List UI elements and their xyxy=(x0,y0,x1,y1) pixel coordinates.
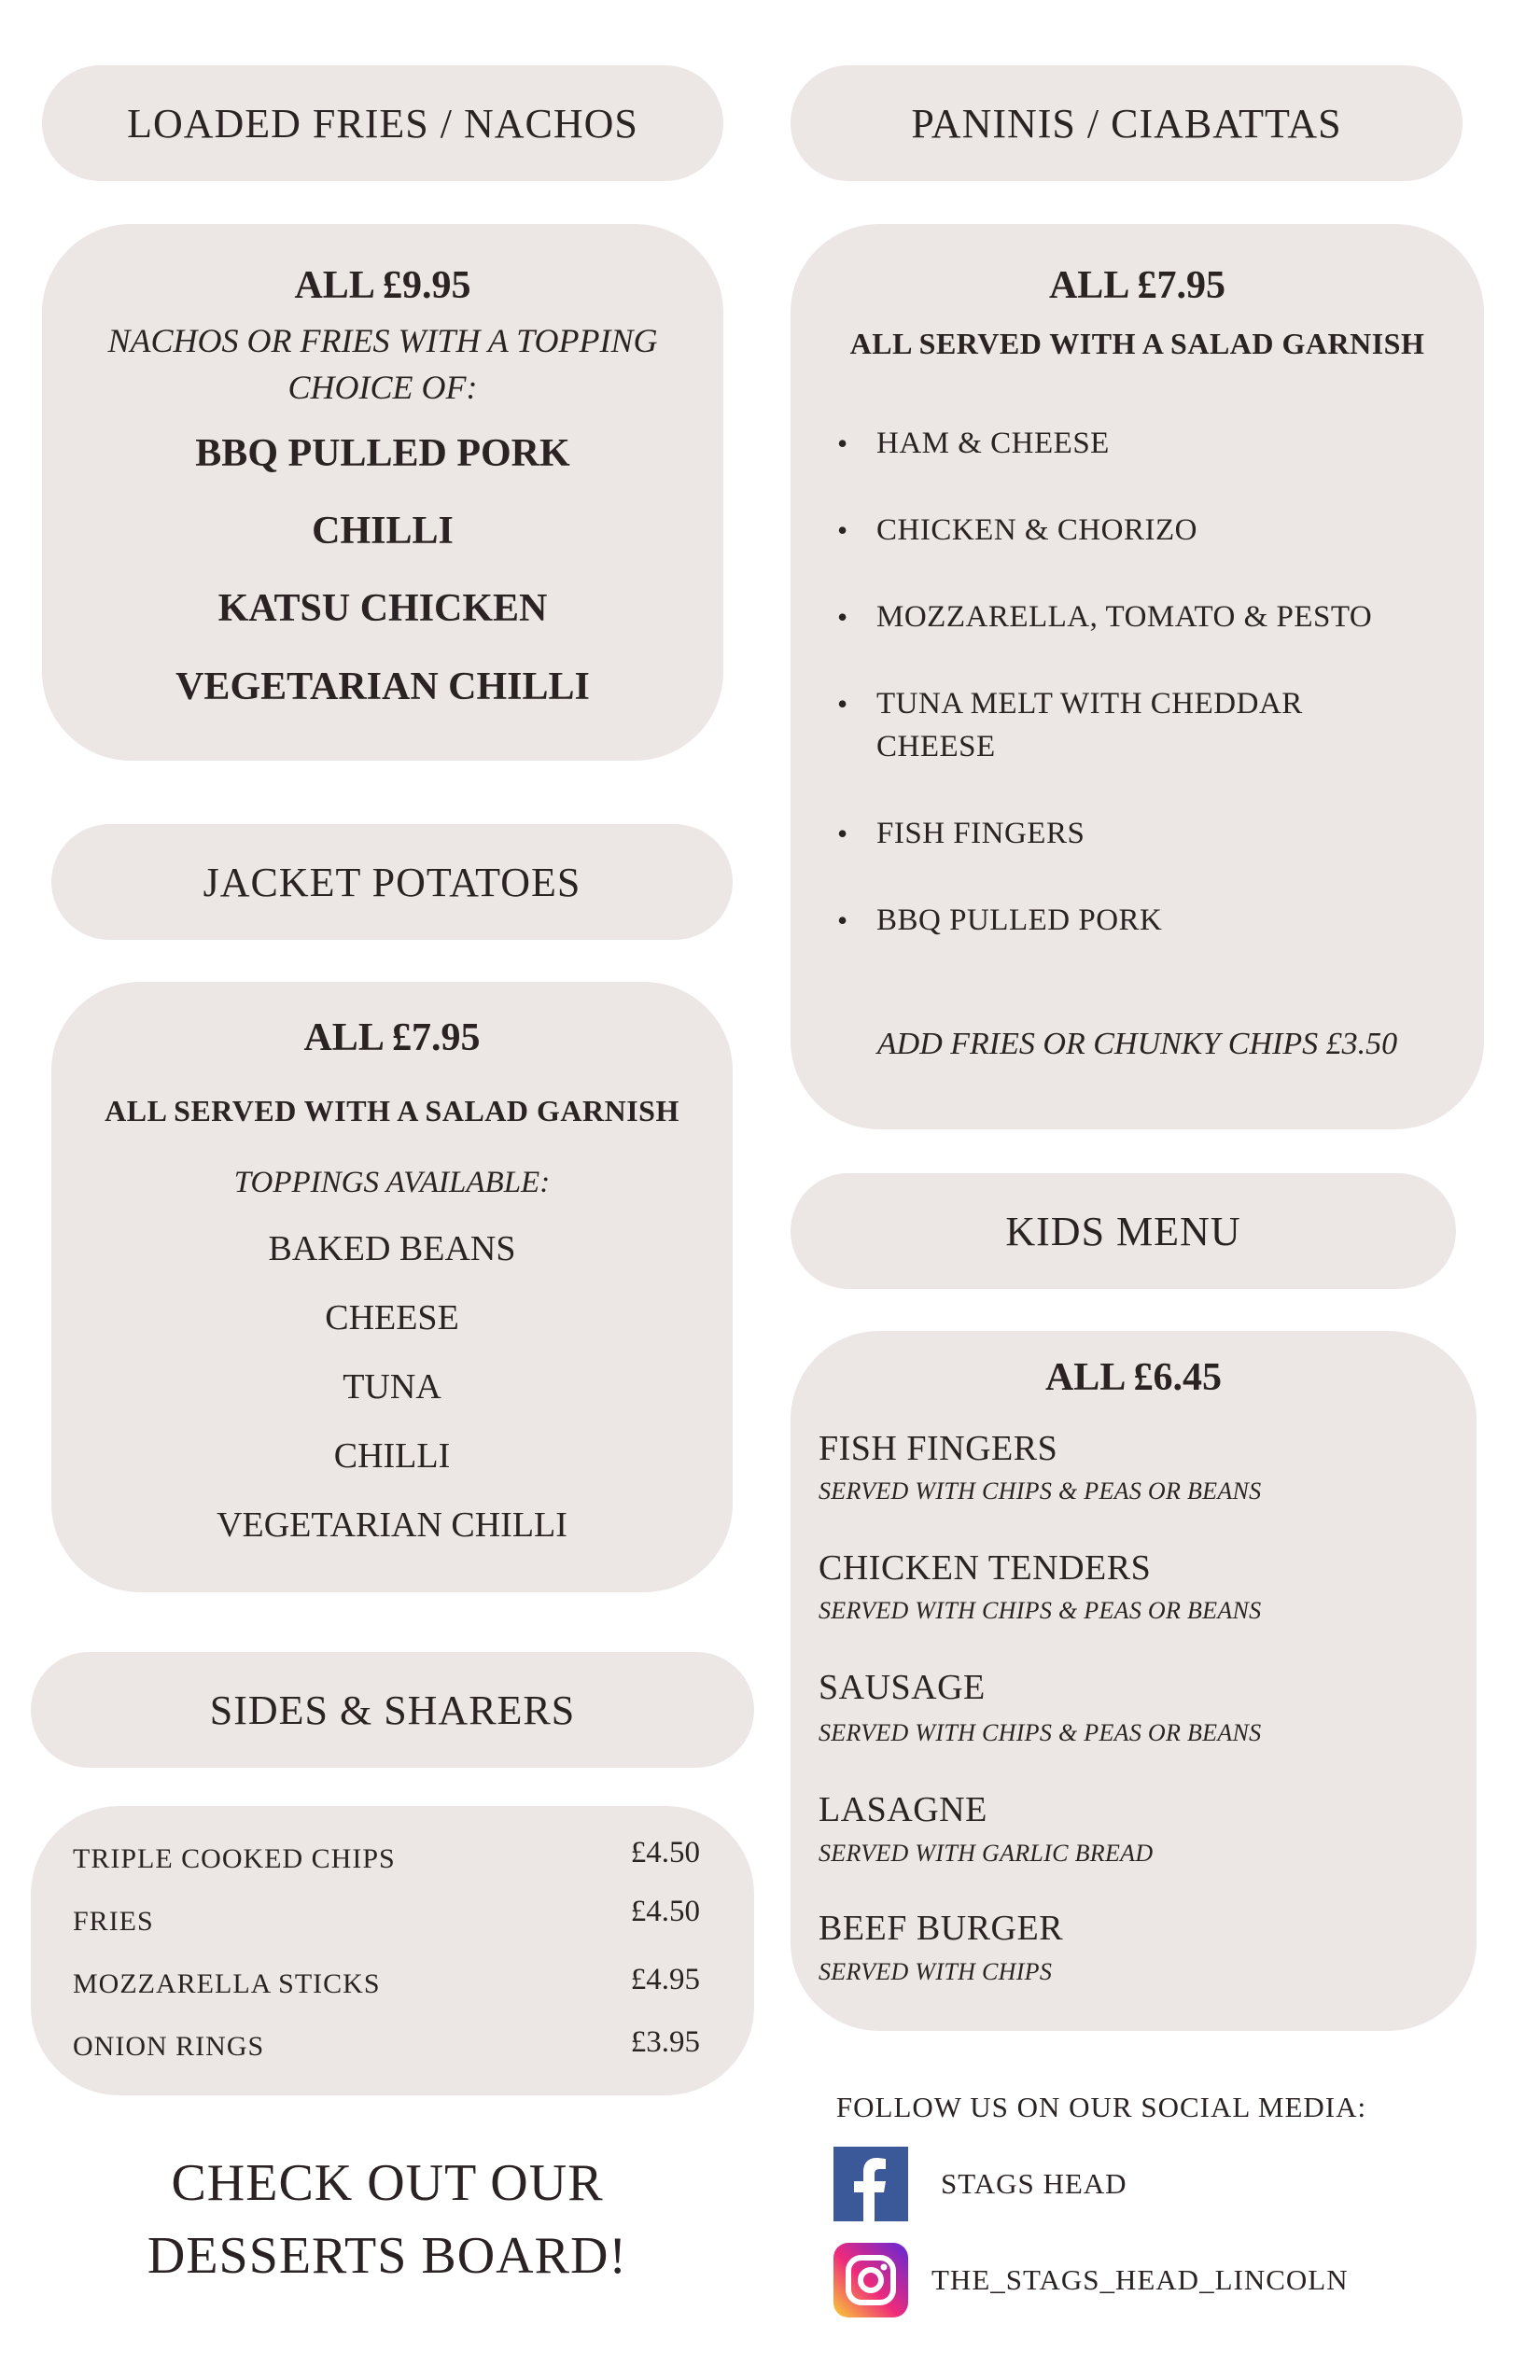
paninis-price: ALL £7.95 xyxy=(1048,264,1226,307)
side-item-price: £4.50 xyxy=(630,1836,700,1869)
jacket-potatoes-card xyxy=(51,982,733,1592)
paninis-list-item: • TUNA MELT WITH CHEDDAR CHEESE xyxy=(837,682,1447,768)
paninis-garnish: ALL SERVED WITH A SALAD GARNISH xyxy=(849,327,1425,360)
paninis-list-item: • BBQ PULLED PORK xyxy=(837,899,1447,942)
jacket-potatoes-heading: JACKET POTATOES xyxy=(203,859,581,905)
paninis-heading-pill xyxy=(791,65,1463,181)
social-heading: FOLLOW US ON OUR SOCIAL MEDIA: xyxy=(835,2091,1367,2123)
side-item-price: £4.95 xyxy=(630,1963,700,1996)
side-item-price: £3.95 xyxy=(630,2025,700,2059)
topping-item: BAKED BEANS xyxy=(268,1229,516,1268)
instagram-row[interactable] xyxy=(833,2243,1349,2317)
paninis-list-item: • FISH FINGERS xyxy=(837,812,1447,855)
kids-item-desc: SERVED WITH GARLIC BREAD xyxy=(819,1840,1154,1867)
toppings-label: TOPPINGS AVAILABLE: xyxy=(233,1166,551,1199)
topping-item: TUNA xyxy=(343,1367,441,1407)
loaded-fries-price: ALL £9.95 xyxy=(294,264,471,307)
paninis-list xyxy=(837,422,1447,942)
side-item-name: FRIES xyxy=(73,1906,154,1937)
kids-item-desc: SERVED WITH CHIPS & PEAS OR BEANS xyxy=(819,1477,1262,1505)
kids-item-name: SAUSAGE xyxy=(819,1668,986,1707)
paninis-list-item: • CHICKEN & CHORIZO xyxy=(837,509,1447,552)
kids-menu-heading: KIDS MENU xyxy=(1005,1208,1241,1254)
topping-item: VEGETARIAN CHILLI xyxy=(217,1505,567,1545)
topping-item: CHEESE xyxy=(325,1298,459,1337)
loaded-fries-heading-pill xyxy=(42,65,723,181)
paninis-list-item: • MOZZARELLA, TOMATO & PESTO xyxy=(837,595,1447,638)
jacket-potatoes-heading-pill xyxy=(51,824,733,940)
desserts-callout xyxy=(89,2147,686,2292)
kids-item-desc: SERVED WITH CHIPS & PEAS OR BEANS xyxy=(819,1719,1262,1746)
instagram-icon[interactable] xyxy=(833,2243,908,2317)
side-item-name: TRIPLE COOKED CHIPS xyxy=(73,1843,396,1874)
loaded-fries-item: VEGETARIAN CHILLI xyxy=(175,665,590,708)
paninis-list-item: • HAM & CHEESE xyxy=(837,422,1447,465)
kids-menu-price: ALL £6.45 xyxy=(1044,1356,1223,1399)
loaded-fries-card xyxy=(42,224,723,761)
facebook-icon[interactable] xyxy=(833,2147,908,2221)
jacket-potatoes-price: ALL £7.95 xyxy=(303,1016,481,1059)
kids-item-name: FISH FINGERS xyxy=(819,1429,1058,1468)
paninis-card xyxy=(791,224,1484,1129)
loaded-fries-description: NACHOS OR FRIES WITH A TOPPING CHOICE OF: xyxy=(107,322,658,406)
side-item-name: MOZZARELLA STICKS xyxy=(73,1968,381,1999)
jacket-potatoes-garnish: ALL SERVED WITH A SALAD GARNISH xyxy=(105,1094,679,1127)
loaded-fries-heading: LOADED FRIES / NACHOS xyxy=(127,100,638,147)
kids-item-name: CHICKEN TENDERS xyxy=(819,1548,1152,1588)
sides-heading-pill xyxy=(31,1652,754,1768)
paninis-heading: PANINIS / CIABATTAS xyxy=(911,100,1342,147)
sides-card xyxy=(31,1806,754,2095)
kids-item-name: BEEF BURGER xyxy=(819,1909,1064,1948)
loaded-fries-item: KATSU CHICKEN xyxy=(217,587,548,630)
kids-item-name: LASAGNE xyxy=(819,1790,987,1829)
loaded-fries-item: BBQ PULLED PORK xyxy=(195,432,570,475)
topping-item: CHILLI xyxy=(333,1436,451,1476)
kids-item-desc: SERVED WITH CHIPS xyxy=(819,1958,1053,1985)
facebook-row[interactable] xyxy=(833,2147,1127,2221)
sides-heading: SIDES & SHARERS xyxy=(209,1687,576,1733)
desserts-line-1: CHECK OUT OUR xyxy=(171,2154,604,2212)
kids-menu-card xyxy=(791,1331,1477,2031)
paninis-addon: ADD FRIES OR CHUNKY CHIPS £3.50 xyxy=(876,1027,1398,1061)
desserts-line-2: DESSERTS BOARD! xyxy=(147,2227,628,2285)
facebook-label[interactable]: STAGS HEAD xyxy=(941,2167,1127,2200)
loaded-fries-item: CHILLI xyxy=(312,510,454,553)
side-item-name: ONION RINGS xyxy=(73,2031,265,2062)
kids-item-desc: SERVED WITH CHIPS & PEAS OR BEANS xyxy=(819,1597,1262,1624)
instagram-label[interactable]: THE_STAGS_HEAD_LINCOLN xyxy=(931,2263,1349,2296)
kids-menu-heading-pill xyxy=(791,1173,1456,1289)
side-item-price: £4.50 xyxy=(630,1895,700,1928)
